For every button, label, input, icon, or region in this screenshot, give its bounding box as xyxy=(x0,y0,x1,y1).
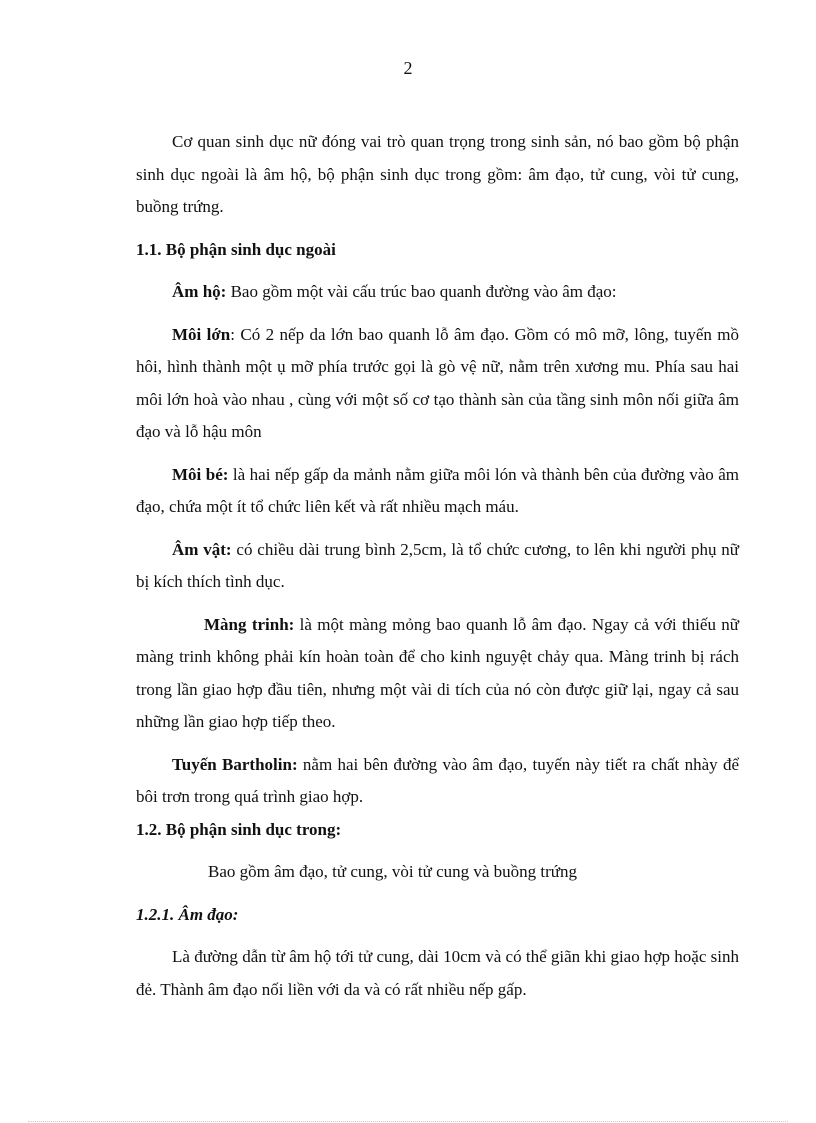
text-am-vat: có chiều dài trung bình 2,5cm, là tổ chức cương, to lên khi người phụ nữ bị kích thích tình dục. xyxy=(136,539,739,591)
paragraph-1-2-summary: Bao gồm âm đạo, tử cung, vòi tử cung và buồng trứng xyxy=(208,862,578,881)
term-moi-lon: Môi lớn xyxy=(172,324,231,344)
text-mang-trinh: là một màng mỏng bao quanh lỗ âm đạo. Ngay cả với thiếu nữ màng trinh không phải kín hoàn toàn để cho kinh nguyệt chảy qua. Màng trinh bị rách trong lần giao hợp đầu tiên, nhưng một vài di tích của nó còn được giữ lại, ngay cả sau những lần giao hợp tiếp theo. xyxy=(136,614,739,731)
text-moi-lon: : Có 2 nếp da lớn bao quanh lỗ âm đạo. Gồm có mô mỡ, lông, tuyến mồ hôi, hình thành một ụ mỡ phía trước gọi là gò vệ nữ, nằm trên xương mu. Phía sau hai môi lớn hoà vào nhau , cùng với một số cơ tạo thành sàn của tầng sinh môn nối giữa âm đạo và lỗ hậu môn xyxy=(136,324,739,441)
paragraph-moi-be xyxy=(136,459,739,524)
section-heading-1-1: 1.1. Bộ phận sinh dục ngoài xyxy=(136,239,336,259)
paragraph-am-ho xyxy=(136,276,739,309)
document-body xyxy=(136,126,739,1016)
text-am-ho: Bao gồm một vài cấu trúc bao quanh đường vào âm đạo: xyxy=(226,282,617,301)
term-moi-be: Môi bé: xyxy=(172,464,229,484)
text-bartholin: nằm hai bên đường vào âm đạo, tuyến này tiết ra chất nhày để bôi trơn trong quá trình giao hợp. xyxy=(136,754,739,806)
paragraph-mang-trinh xyxy=(136,609,739,739)
paragraph-am-dao: Là đường dẫn từ âm hộ tới tử cung, dài 10cm và có thể giãn khi giao hợp hoặc sinh đẻ. Thành âm đạo nối liền với da và có rất nhiều nếp gấp. xyxy=(136,947,739,999)
paragraph-bartholin xyxy=(136,749,739,814)
term-bartholin: Tuyến Bartholin: xyxy=(172,754,298,774)
paragraph-am-vat xyxy=(136,534,739,599)
page-number: 2 xyxy=(403,58,413,78)
paragraph-moi-lon xyxy=(136,319,739,449)
intro-paragraph: Cơ quan sinh dục nữ đóng vai trò quan trọng trong sinh sản, nó bao gồm bộ phận sinh dục ngoài là âm hộ, bộ phận sinh dục trong gồm: âm đạo, tử cung, vòi tử cung, buồng trứng. xyxy=(136,132,739,216)
section-heading-1-2: 1.2. Bộ phận sinh dục trong: xyxy=(136,819,342,839)
text-moi-be: là hai nếp gấp da mảnh nằm giữa môi lón và thành bên của đường vào âm đạo, chứa một ít tổ chức liên kết và rất nhiều mạch máu. xyxy=(136,464,739,516)
term-mang-trinh: Màng trinh: xyxy=(204,614,295,634)
page-bottom-divider xyxy=(28,1121,788,1122)
section-heading-1-2-1: 1.2.1. Âm đạo: xyxy=(136,904,239,924)
term-am-vat: Âm vật: xyxy=(172,539,232,559)
term-am-ho: Âm hộ: xyxy=(172,282,227,301)
